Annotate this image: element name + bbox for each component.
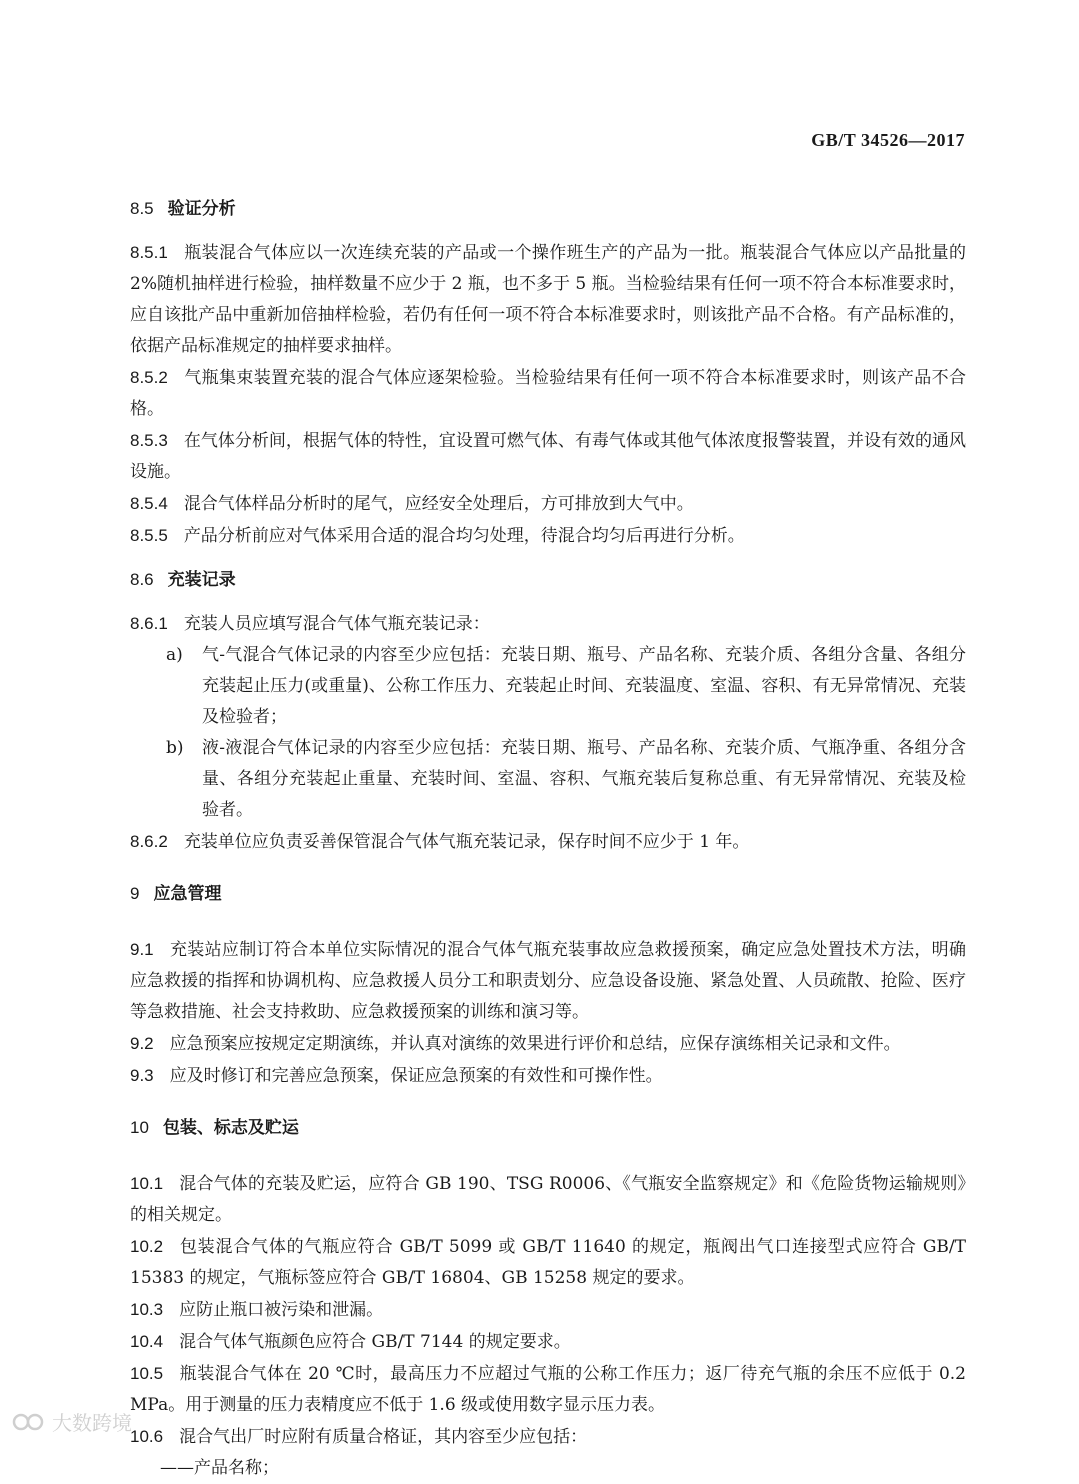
section-heading-8-6 — [130, 564, 966, 596]
clause-text: 在气体分析间，根据气体的特性，宜设置可燃气体、有毒气体或其他气体浓度报警装置，并设有效的通风设施。 — [130, 431, 966, 482]
clause-number: 9.2 — [130, 1034, 154, 1053]
clause-number: 10.2 — [130, 1237, 164, 1256]
clause-text: 瓶装混合气体在 20 ℃时，最高压力不应超过气瓶的公称工作压力；返厂待充气瓶的余压不应低于 0.2 MPa。用于测量的压力表精度应不低于 1.6 级或使用数字显示压力表。 — [130, 1364, 966, 1415]
section-number: 8.5 — [130, 199, 154, 218]
clause-number: 8.6.2 — [130, 832, 168, 851]
page-content — [130, 193, 966, 1484]
clause-9-3 — [130, 1060, 966, 1092]
clause-text: 应防止瓶口被污染和泄漏。 — [179, 1300, 384, 1320]
standard-code: GB/T 34526—2017 — [811, 130, 965, 150]
clause-8-6-1 — [130, 608, 966, 640]
clause-10-2 — [130, 1231, 966, 1294]
clause-10-1 — [130, 1168, 966, 1231]
section-number: 9 — [130, 884, 140, 903]
clause-text: 包装混合气体的气瓶应符合 GB/T 5099 或 GB/T 11640 的规定，瓶阀出气口连接型式应符合 GB/T 15383 的规定，气瓶标签应符合 GB/T 16804、GB 15258 规定的要求。 — [130, 1237, 966, 1288]
section-number: 8.6 — [130, 570, 154, 589]
list-item-a — [130, 640, 966, 733]
list-marker: a) — [166, 645, 183, 665]
list-text: 气-气混合气体记录的内容至少应包括：充装日期、瓶号、产品名称、充装介质、各组分含量、各组分充装起止压力(或重量)、公称工作压力、充装起止时间、充装温度、室温、容积、有无异常情况、充装及检验者； — [202, 645, 966, 727]
clause-8-5-4 — [130, 488, 966, 520]
watermark — [12, 1407, 132, 1436]
clause-text: 产品分析前应对气体采用合适的混合均匀处理，待混合均匀后再进行分析。 — [183, 526, 745, 546]
clause-8-5-3 — [130, 425, 966, 488]
clause-10-6 — [130, 1421, 966, 1453]
clause-text: 应急预案应按规定定期演练，并认真对演练的效果进行评价和总结，应保存演练相关记录和文件。 — [169, 1034, 901, 1054]
clause-text: 应及时修订和完善应急预案，保证应急预案的有效性和可操作性。 — [169, 1066, 663, 1086]
watermark-text: 大数跨境 — [52, 1411, 132, 1435]
section-title: 包装、标志及贮运 — [162, 1118, 299, 1138]
clause-number: 9.1 — [130, 940, 154, 959]
clause-number: 8.5.3 — [130, 431, 168, 450]
clause-text: 充装人员应填写混合气体气瓶充装记录： — [183, 614, 490, 634]
clause-text: 充装站应制订符合本单位实际情况的混合气体气瓶充装事故应急救援预案，确定应急处置技术方法，明确应急救援的指挥和协调机构、应急救援人员分工和职责划分、应急设备设施、紧急处置、人员疏散、抢险、医疗等急救措施、社会支持救助、应急救援预案的训练和演习等。 — [130, 940, 966, 1022]
clause-number: 10.5 — [130, 1364, 164, 1383]
clause-8-5-1 — [130, 237, 966, 362]
clause-9-1 — [130, 934, 966, 1028]
section-title: 验证分析 — [167, 199, 236, 219]
clause-text: 混合气出厂时应附有质量合格证，其内容至少应包括： — [179, 1427, 588, 1447]
clause-text: 混合气体的充装及贮运，应符合 GB 190、TSG R0006、《气瓶安全监察规定》和《危险货物运输规则》的相关规定。 — [130, 1174, 966, 1225]
brand-logo-icon — [12, 1410, 46, 1434]
dash-list-item: ——产品名称； — [160, 1458, 279, 1478]
section-title: 充装记录 — [167, 570, 236, 590]
list-text: 液-液混合气体记录的内容至少应包括：充装日期、瓶号、产品名称、充装介质、气瓶净重、各组分含量、各组分充装起止重量、充装时间、室温、容积、气瓶充装后复称总重、有无异常情况、充装及检验者。 — [202, 738, 966, 820]
clause-text: 气瓶集束装置充装的混合气体应逐架检验。当检验结果有任何一项不符合本标准要求时，则该产品不合格。 — [130, 368, 966, 419]
list-marker: b) — [166, 738, 184, 758]
section-heading-10 — [130, 1112, 966, 1144]
clause-number: 8.5.2 — [130, 368, 168, 387]
list-item-b — [130, 733, 966, 826]
clause-8-5-5 — [130, 520, 966, 552]
clause-number: 8.5.1 — [130, 243, 168, 262]
clause-number: 9.3 — [130, 1066, 154, 1085]
clause-9-2 — [130, 1028, 966, 1060]
clause-number: 8.6.1 — [130, 614, 168, 633]
section-heading-8-5 — [130, 193, 966, 225]
clause-8-5-2 — [130, 362, 966, 425]
clause-number: 8.5.4 — [130, 494, 168, 513]
section-title: 应急管理 — [153, 884, 222, 904]
clause-number: 10.6 — [130, 1427, 164, 1446]
clause-8-6-2 — [130, 826, 966, 858]
clause-number: 8.5.5 — [130, 526, 168, 545]
clause-text: 混合气体气瓶颜色应符合 GB/T 7144 的规定要求。 — [179, 1332, 571, 1352]
section-number: 10 — [130, 1118, 149, 1137]
section-heading-9 — [130, 878, 966, 910]
clause-10-4 — [130, 1326, 966, 1358]
clause-text: 混合气体样品分析时的尾气，应经安全处理后，方可排放到大气中。 — [183, 494, 694, 514]
clause-10-5 — [130, 1358, 966, 1421]
clause-number: 10.4 — [130, 1332, 164, 1351]
clause-text: 瓶装混合气体应以一次连续充装的产品或一个操作班生产的产品为一批。瓶装混合气体应以产品批量的 2%随机抽样进行检验，抽样数量不应少于 2 瓶，也不多于 5 瓶。当检验结果有任何一项不符合本标准要求时，应自该批产品中重新加倍抽样检验，若仍有任何一项不符合本标准要求时，则该批产品不合格。有产品标准的，依据产品标准规定的抽样要求抽样。 — [130, 243, 966, 356]
clause-text: 充装单位应负责妥善保管混合气体气瓶充装记录，保存时间不应少于 1 年。 — [183, 832, 750, 852]
clause-number: 10.1 — [130, 1174, 164, 1193]
clause-number: 10.3 — [130, 1300, 164, 1319]
clause-10-3 — [130, 1294, 966, 1326]
